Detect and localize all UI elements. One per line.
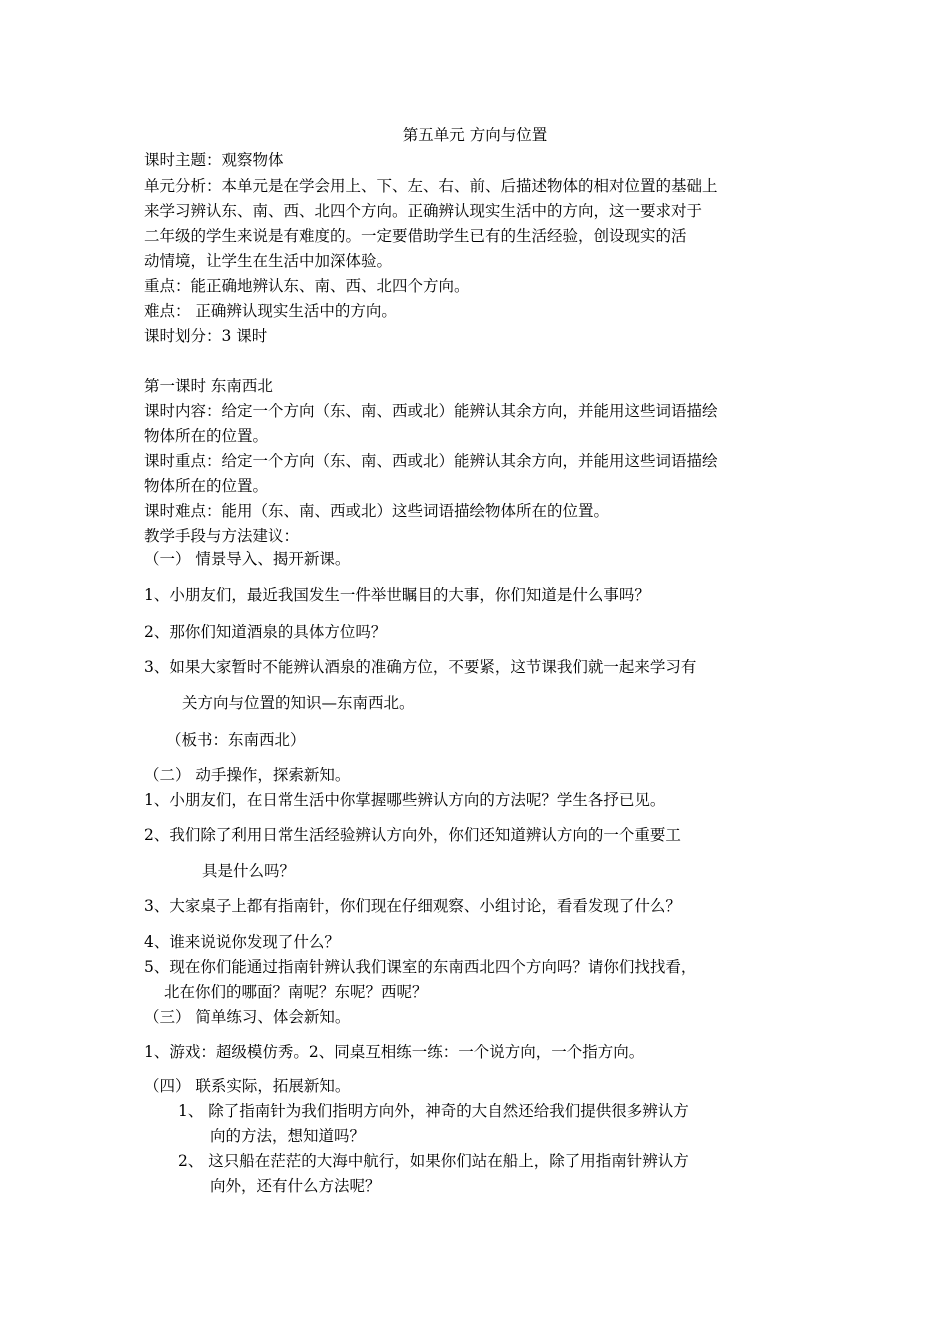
list-item: 5、现在你们能通过指南针辨认我们课室的东南西北四个方向吗？请你们找找看， bbox=[144, 958, 697, 976]
list-item: 1、游戏：超级模仿秀。2、同桌互相练一练：一个说方向，一个指方向。 bbox=[144, 1043, 645, 1061]
list-item-continuation: 向外，还有什么方法呢？ bbox=[210, 1177, 381, 1195]
list-item-continuation: 向的方法，想知道吗？ bbox=[210, 1127, 366, 1145]
section-heading: （二） 动手操作，探索新知。 bbox=[144, 766, 351, 784]
unit-analysis-line: 单元分析：本单元是在学会用上、下、左、右、前、后描述物体的相对位置的基础上 bbox=[144, 177, 718, 195]
list-item: 2、我们除了利用日常生活经验辨认方向外，你们还知道辨认方向的一个重要工 bbox=[144, 826, 681, 844]
section-heading: （三） 简单练习、体会新知。 bbox=[144, 1008, 351, 1026]
unit-analysis-line: 二年级的学生来说是有难度的。一定要借助学生已有的生活经验，创设现实的活 bbox=[144, 227, 687, 245]
unit-topic: 课时主题：观察物体 bbox=[144, 151, 284, 169]
list-item-continuation: 关方向与位置的知识—东南西北。 bbox=[182, 694, 415, 712]
lesson-content-line: 课时内容：给定一个方向（东、南、西或北）能辨认其余方向，并能用这些词语描绘 bbox=[144, 402, 718, 420]
unit-analysis-line: 来学习辨认东、南、西、北四个方向。正确辨认现实生活中的方向，这一要求对于 bbox=[144, 202, 703, 220]
list-item-continuation: 具是什么吗？ bbox=[202, 862, 296, 880]
section-heading: （四） 联系实际，拓展新知。 bbox=[144, 1077, 351, 1095]
unit-difficulty: 难点： 正确辨认现实生活中的方向。 bbox=[144, 302, 397, 320]
list-item: 3、如果大家暂时不能辨认酒泉的准确方位，不要紧，这节课我们就一起来学习有 bbox=[144, 658, 697, 676]
list-item: 1、小朋友们，最近我国发生一件举世瞩目的大事，你们知道是什么事吗？ bbox=[144, 586, 650, 604]
list-item: 1、小朋友们，在日常生活中你掌握哪些辨认方向的方法呢？学生各抒已见。 bbox=[144, 791, 666, 809]
section-heading: （一） 情景导入、揭开新课。 bbox=[144, 550, 351, 568]
list-item: 2、 这只船在茫茫的大海中航行，如果你们站在船上，除了用指南针辨认方 bbox=[178, 1152, 689, 1170]
unit-schedule: 课时划分：3 课时 bbox=[144, 327, 268, 345]
board-note: （板书：东南西北） bbox=[166, 731, 306, 749]
document-title: 第五单元 方向与位置 bbox=[402, 126, 548, 144]
lesson-key-point-line: 物体所在的位置。 bbox=[144, 477, 269, 495]
list-item: 2、那你们知道酒泉的具体方位吗？ bbox=[144, 623, 387, 641]
unit-key-point: 重点：能正确地辨认东、南、西、北四个方向。 bbox=[144, 277, 470, 295]
unit-analysis-line: 动情境，让学生在生活中加深体验。 bbox=[144, 252, 393, 270]
list-item: 3、大家桌子上都有指南针，你们现在仔细观察、小组讨论，看看发现了什么？ bbox=[144, 897, 681, 915]
lesson-difficulty: 课时难点：能用（东、南、西或北）这些词语描绘物体所在的位置。 bbox=[144, 502, 610, 520]
list-item: 4、谁来说说你发现了什么？ bbox=[144, 933, 340, 951]
list-item-continuation: 北在你们的哪面？南呢？东呢？西呢？ bbox=[164, 983, 428, 1001]
lesson-content-line: 物体所在的位置。 bbox=[144, 427, 269, 445]
lesson-heading: 第一课时 东南西北 bbox=[144, 377, 273, 395]
list-item: 1、 除了指南针为我们指明方向外，神奇的大自然还给我们提供很多辨认方 bbox=[178, 1102, 689, 1120]
lesson-methods: 教学手段与方法建议： bbox=[144, 527, 300, 545]
lesson-key-point-line: 课时重点：给定一个方向（东、南、西或北）能辨认其余方向，并能用这些词语描绘 bbox=[144, 452, 718, 470]
